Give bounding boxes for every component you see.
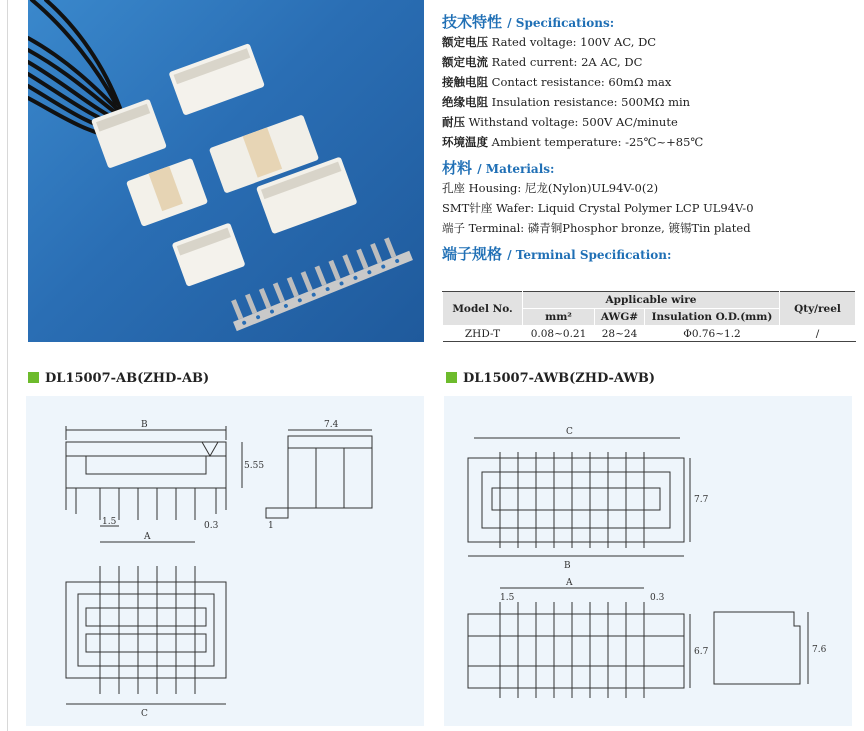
green-square-icon <box>446 372 457 383</box>
dim-h3: 7.6 <box>812 645 827 655</box>
ab-side-view <box>266 420 372 531</box>
spec-rated-voltage: 额定电压 Rated voltage: 100V AC, DC <box>442 35 657 49</box>
dim-w: 7.4 <box>324 420 339 430</box>
terminal-spec-table <box>442 291 856 342</box>
cell-insulation: Φ0.76~1.2 <box>645 326 780 342</box>
header-awg: AWG# <box>595 309 645 326</box>
table-row <box>443 326 856 342</box>
terminal-spec-title: 端子规格 / Terminal Specification: <box>442 245 672 263</box>
dim-a: A <box>144 532 151 542</box>
cell-awg: 28~24 <box>595 326 645 342</box>
cell-qty: / <box>780 326 856 342</box>
material-wafer: SMT针座 Wafer: Liquid Crystal Polymer LCP UL94V-0 <box>442 201 754 215</box>
spec-contact-resistance: 接触电阻 Contact resistance: 60mΩ max <box>442 75 672 89</box>
drawing-awb-title: DL15007-AWB(ZHD-AWB) <box>446 370 655 388</box>
dim-h1: 7.7 <box>694 495 709 505</box>
dim-h: 5.55 <box>244 461 265 471</box>
dim-pitch: 1.5 <box>102 517 117 527</box>
dim-b: B <box>141 420 148 430</box>
dim-c: C <box>141 709 148 719</box>
spec-ambient-temperature: 环境温度 Ambient temperature: -25℃~+85℃ <box>442 135 704 149</box>
awb-top-view <box>468 427 709 571</box>
green-square-icon <box>28 372 39 383</box>
ab-top-view <box>66 566 226 719</box>
material-terminal: 端子 Terminal: 磷青铜Phosphor bronze, 镀锡Tin plated <box>442 221 751 235</box>
spec-rated-current: 额定电流 Rated current: 2A AC, DC <box>442 55 643 69</box>
spec-withstand-voltage: 耐压 Withstand voltage: 500V AC/minute <box>442 115 678 129</box>
drawing-ab-panel <box>26 396 424 726</box>
drawing-ab-title: DL15007-AB(ZHD-AB) <box>28 370 209 388</box>
specifications-block <box>442 12 852 264</box>
header-applicable-wire: Applicable wire <box>523 292 780 309</box>
ab-front-view <box>66 420 264 542</box>
dim-pitch: 1.5 <box>500 593 515 603</box>
materials-title: 材料 / Materials: <box>442 159 555 177</box>
specifications-title: 技术特性 / Specifications: <box>442 13 615 31</box>
header-model: Model No. <box>443 292 523 326</box>
header-mm2: mm² <box>523 309 595 326</box>
dim-c: C <box>566 427 573 437</box>
awb-front-view <box>468 578 709 698</box>
product-photo <box>28 0 424 342</box>
header-insulation: Insulation O.D.(mm) <box>645 309 780 326</box>
header-qty: Qty/reel <box>780 292 856 326</box>
cell-mm2: 0.08~0.21 <box>523 326 595 342</box>
cell-model: ZHD-T <box>443 326 523 342</box>
spec-insulation-resistance: 绝缘电阻 Insulation resistance: 500MΩ min <box>442 95 691 109</box>
dim-s: 1 <box>268 521 274 531</box>
awb-side-view <box>714 612 827 684</box>
dim-t: 0.3 <box>204 521 219 531</box>
drawing-awb-panel <box>444 396 852 726</box>
dim-b: B <box>564 561 571 571</box>
dim-h2: 6.7 <box>694 647 709 657</box>
dim-t: 0.3 <box>650 593 665 603</box>
dim-a: A <box>566 578 573 588</box>
material-housing: 孔座 Housing: 尼龙(Nylon)UL94V-0(2) <box>442 181 659 195</box>
margin-rule <box>7 0 8 731</box>
